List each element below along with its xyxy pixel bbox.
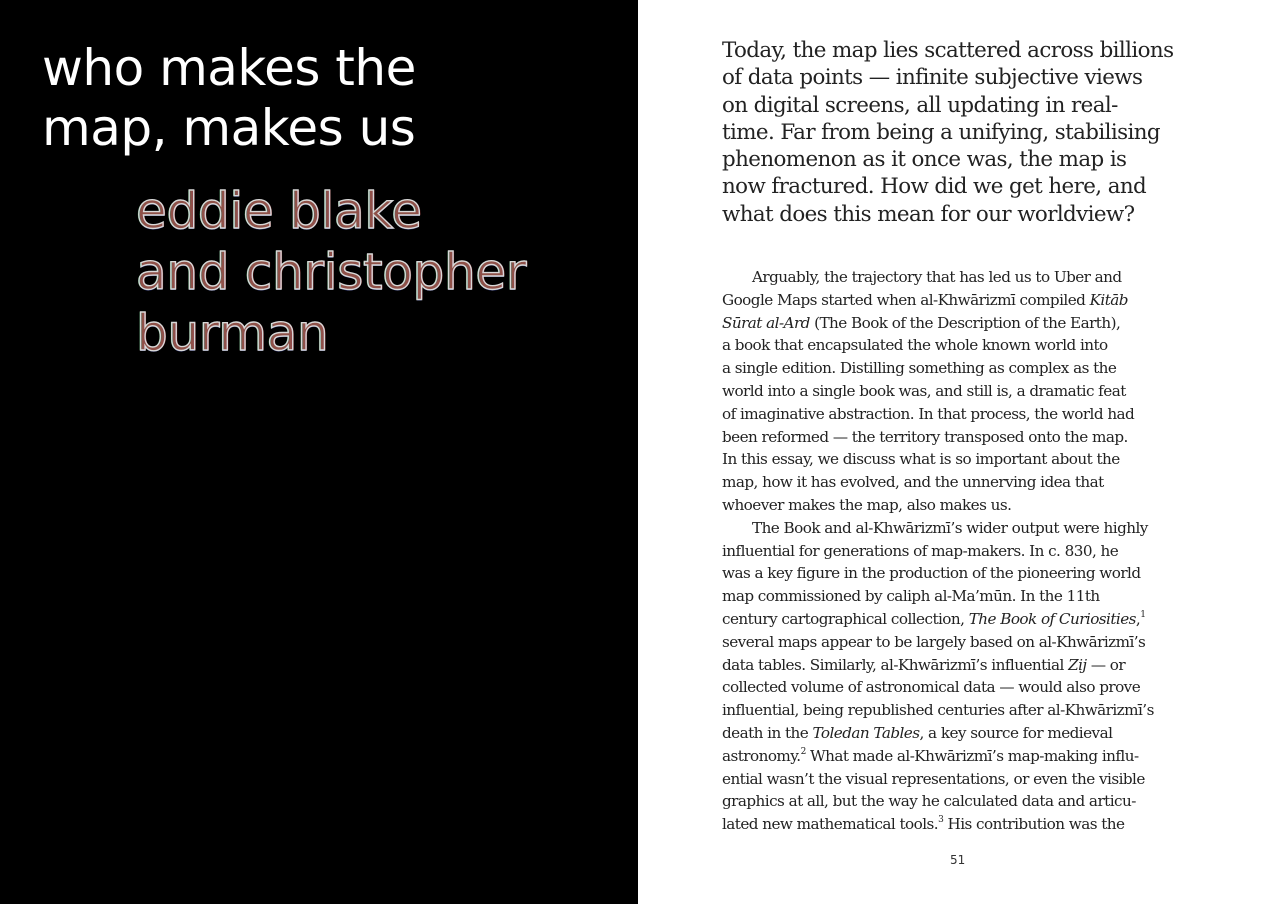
book-title-italic: Toledan Tables bbox=[812, 723, 920, 742]
author-line: eddie blake bbox=[136, 182, 422, 240]
body-line: ential wasn’t the visual representations, or even the visible bbox=[722, 769, 1145, 788]
body-line: Google Maps started when al-Khwārizmī compiled Kitāb bbox=[722, 290, 1128, 309]
essay-body bbox=[722, 266, 1192, 836]
body-line: In this essay, we discuss what is so important about the bbox=[722, 450, 1120, 469]
lead-line: on digital screens, all updating in real- bbox=[722, 92, 1118, 118]
essay-title bbox=[42, 38, 416, 158]
title-line: map, makes us bbox=[42, 99, 416, 157]
body-line: of imaginative abstraction. In that process, the world had bbox=[722, 404, 1135, 423]
body-line: been reformed — the territory transposed onto the map. bbox=[722, 427, 1128, 446]
body-line: several maps appear to be largely based on al-Khwārizmī’s bbox=[722, 632, 1146, 651]
body-line: was a key figure in the production of the pioneering world bbox=[722, 564, 1141, 583]
body-line: world into a single book was, and still is, a dramatic feat bbox=[722, 381, 1126, 400]
body-line: Sūrat al-Ard (The Book of the Description of the Earth), bbox=[722, 313, 1121, 332]
footnote-marker: 2 bbox=[800, 746, 806, 757]
body-line: astronomy.$^2$ What made al-Khwārizmī’s map-making influ- bbox=[722, 746, 1139, 765]
body-line: lated new mathematical tools.$^3$ His contribution was the bbox=[722, 815, 1125, 834]
body-line: influential for generations of map-makers. In c. 830, he bbox=[722, 541, 1119, 560]
body-line: map, how it has evolved, and the unnerving idea that bbox=[722, 473, 1104, 492]
body-line: Arguably, the trajectory that has led us to Uber and bbox=[752, 268, 1122, 286]
book-title-italic: Sūrat al-Ard bbox=[722, 313, 810, 332]
author-names bbox=[136, 181, 526, 364]
body-line: death in the Toledan Tables, a key source for medieval bbox=[722, 723, 1113, 742]
lead-line: what does this mean for our worldview? bbox=[722, 201, 1135, 227]
body-line: data tables. Similarly, al-Khwārizmī’s influential Zij — or bbox=[722, 655, 1126, 674]
body-line: influential, being republished centuries after al-Khwārizmī’s bbox=[722, 701, 1154, 720]
book-title-italic: Zij bbox=[1068, 655, 1087, 674]
lead-paragraph bbox=[722, 37, 1222, 228]
author-line: and christopher bbox=[136, 243, 527, 301]
footnote-marker: 1 bbox=[1140, 609, 1146, 620]
body-line: a book that encapsulated the whole known world into bbox=[722, 336, 1108, 355]
body-line: collected volume of astronomical data — would also prove bbox=[722, 678, 1141, 697]
lead-line: now fractured. How did we get here, and bbox=[722, 174, 1147, 200]
body-line: graphics at all, but the way he calculated data and articu- bbox=[722, 792, 1136, 811]
footnote-marker: 3 bbox=[938, 815, 944, 826]
book-title-italic: Kitāb bbox=[1089, 290, 1128, 309]
lead-line: of data points — infinite subjective views bbox=[722, 65, 1143, 91]
body-line: century cartographical collection, The Book of Curiosities,$^1$ bbox=[722, 609, 1146, 628]
title-line: who makes the bbox=[42, 39, 416, 97]
book-title-italic: The Book of Curiosities bbox=[968, 609, 1136, 628]
body-line: a single edition. Distilling something as complex as the bbox=[722, 359, 1117, 378]
right-page bbox=[638, 0, 1275, 904]
lead-line: Today, the map lies scattered across billions bbox=[722, 38, 1174, 63]
body-line: The Book and al-Khwārizmī’s wider output were highly bbox=[752, 518, 1148, 537]
body-line: whoever makes the map, also makes us. bbox=[722, 495, 1012, 514]
lead-line: time. Far from being a unifying, stabilising bbox=[722, 119, 1161, 145]
lead-line: phenomenon as it once was, the map is bbox=[722, 147, 1127, 173]
author-line: burman bbox=[136, 304, 329, 362]
body-line: map commissioned by caliph al-Ma’mūn. In the 11th bbox=[722, 587, 1100, 606]
page-number: 51 bbox=[950, 853, 966, 867]
